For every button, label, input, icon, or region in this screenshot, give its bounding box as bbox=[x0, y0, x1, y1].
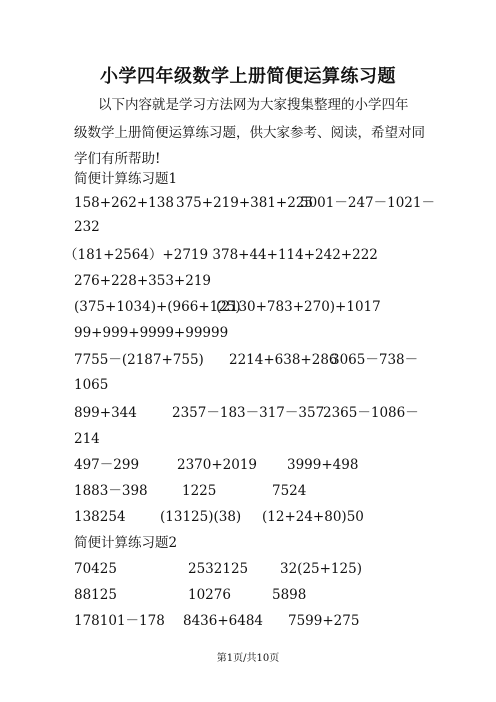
exercise: （181+2564）+2719 378+44+114+242+222 bbox=[64, 247, 378, 263]
exercise: 5898 bbox=[272, 587, 307, 603]
exercise: 1225 bbox=[182, 483, 217, 499]
exercise: 8436+6484 bbox=[183, 613, 264, 629]
exercise: (13125)(38) bbox=[160, 509, 242, 525]
intro-line: 以下内容就是学习方法网为大家搜集整理的小学四年 bbox=[98, 97, 409, 113]
exercise: (375+1034)+(966+125) bbox=[74, 299, 241, 315]
exercise: 3065－738－ bbox=[331, 352, 419, 368]
exercise: 7524 bbox=[272, 483, 307, 499]
page-title: 小学四年级数学上册简便运算练习题 bbox=[100, 66, 396, 87]
exercise: 497－299 bbox=[74, 457, 140, 473]
exercise: 2532125 bbox=[188, 561, 249, 577]
section-heading: 简便计算练习题2 bbox=[74, 535, 178, 551]
exercise: 158+262+138 bbox=[74, 195, 174, 211]
exercise: 7755－(2187+755) bbox=[74, 352, 204, 368]
intro-line: 学们有所帮助! bbox=[74, 151, 161, 167]
exercise: (2130+783+270)+1017 bbox=[216, 299, 381, 315]
exercise: 899+344 bbox=[74, 405, 137, 421]
exercise: 88125 bbox=[74, 587, 117, 603]
exercise: 32(25+125) bbox=[280, 561, 362, 577]
exercise: 232 bbox=[74, 219, 100, 235]
exercise: 2357－183－317－357 bbox=[172, 405, 325, 421]
intro-line: 级数学上册简便运算练习题，供大家参考、阅读，希望对同 bbox=[74, 125, 425, 141]
exercise: 3999+498 bbox=[287, 457, 359, 473]
exercise: 375+219+381+225 bbox=[176, 195, 314, 211]
exercise: 2214+638+286 bbox=[229, 352, 338, 368]
exercise: 2370+2019 bbox=[177, 457, 258, 473]
exercise: 214 bbox=[74, 431, 100, 447]
exercise: 10276 bbox=[188, 587, 231, 603]
section-heading: 简便计算练习题1 bbox=[74, 171, 178, 187]
exercise: 1883－398 bbox=[74, 483, 148, 499]
exercise: 99+999+9999+99999 bbox=[74, 325, 229, 341]
page-footer: 第1页/共10页 bbox=[216, 653, 280, 664]
exercise: 1065 bbox=[74, 377, 109, 393]
exercise: 5001－247－1021－ bbox=[300, 195, 435, 211]
exercise: 276+228+353+219 bbox=[74, 273, 212, 289]
exercise: 178101－178 bbox=[74, 613, 165, 629]
exercise: 70425 bbox=[74, 561, 117, 577]
exercise: 138254 bbox=[74, 509, 126, 525]
exercise: 7599+275 bbox=[288, 613, 360, 629]
exercise: 2365－1086－ bbox=[323, 405, 419, 421]
exercise: (12+24+80)50 bbox=[262, 509, 364, 525]
